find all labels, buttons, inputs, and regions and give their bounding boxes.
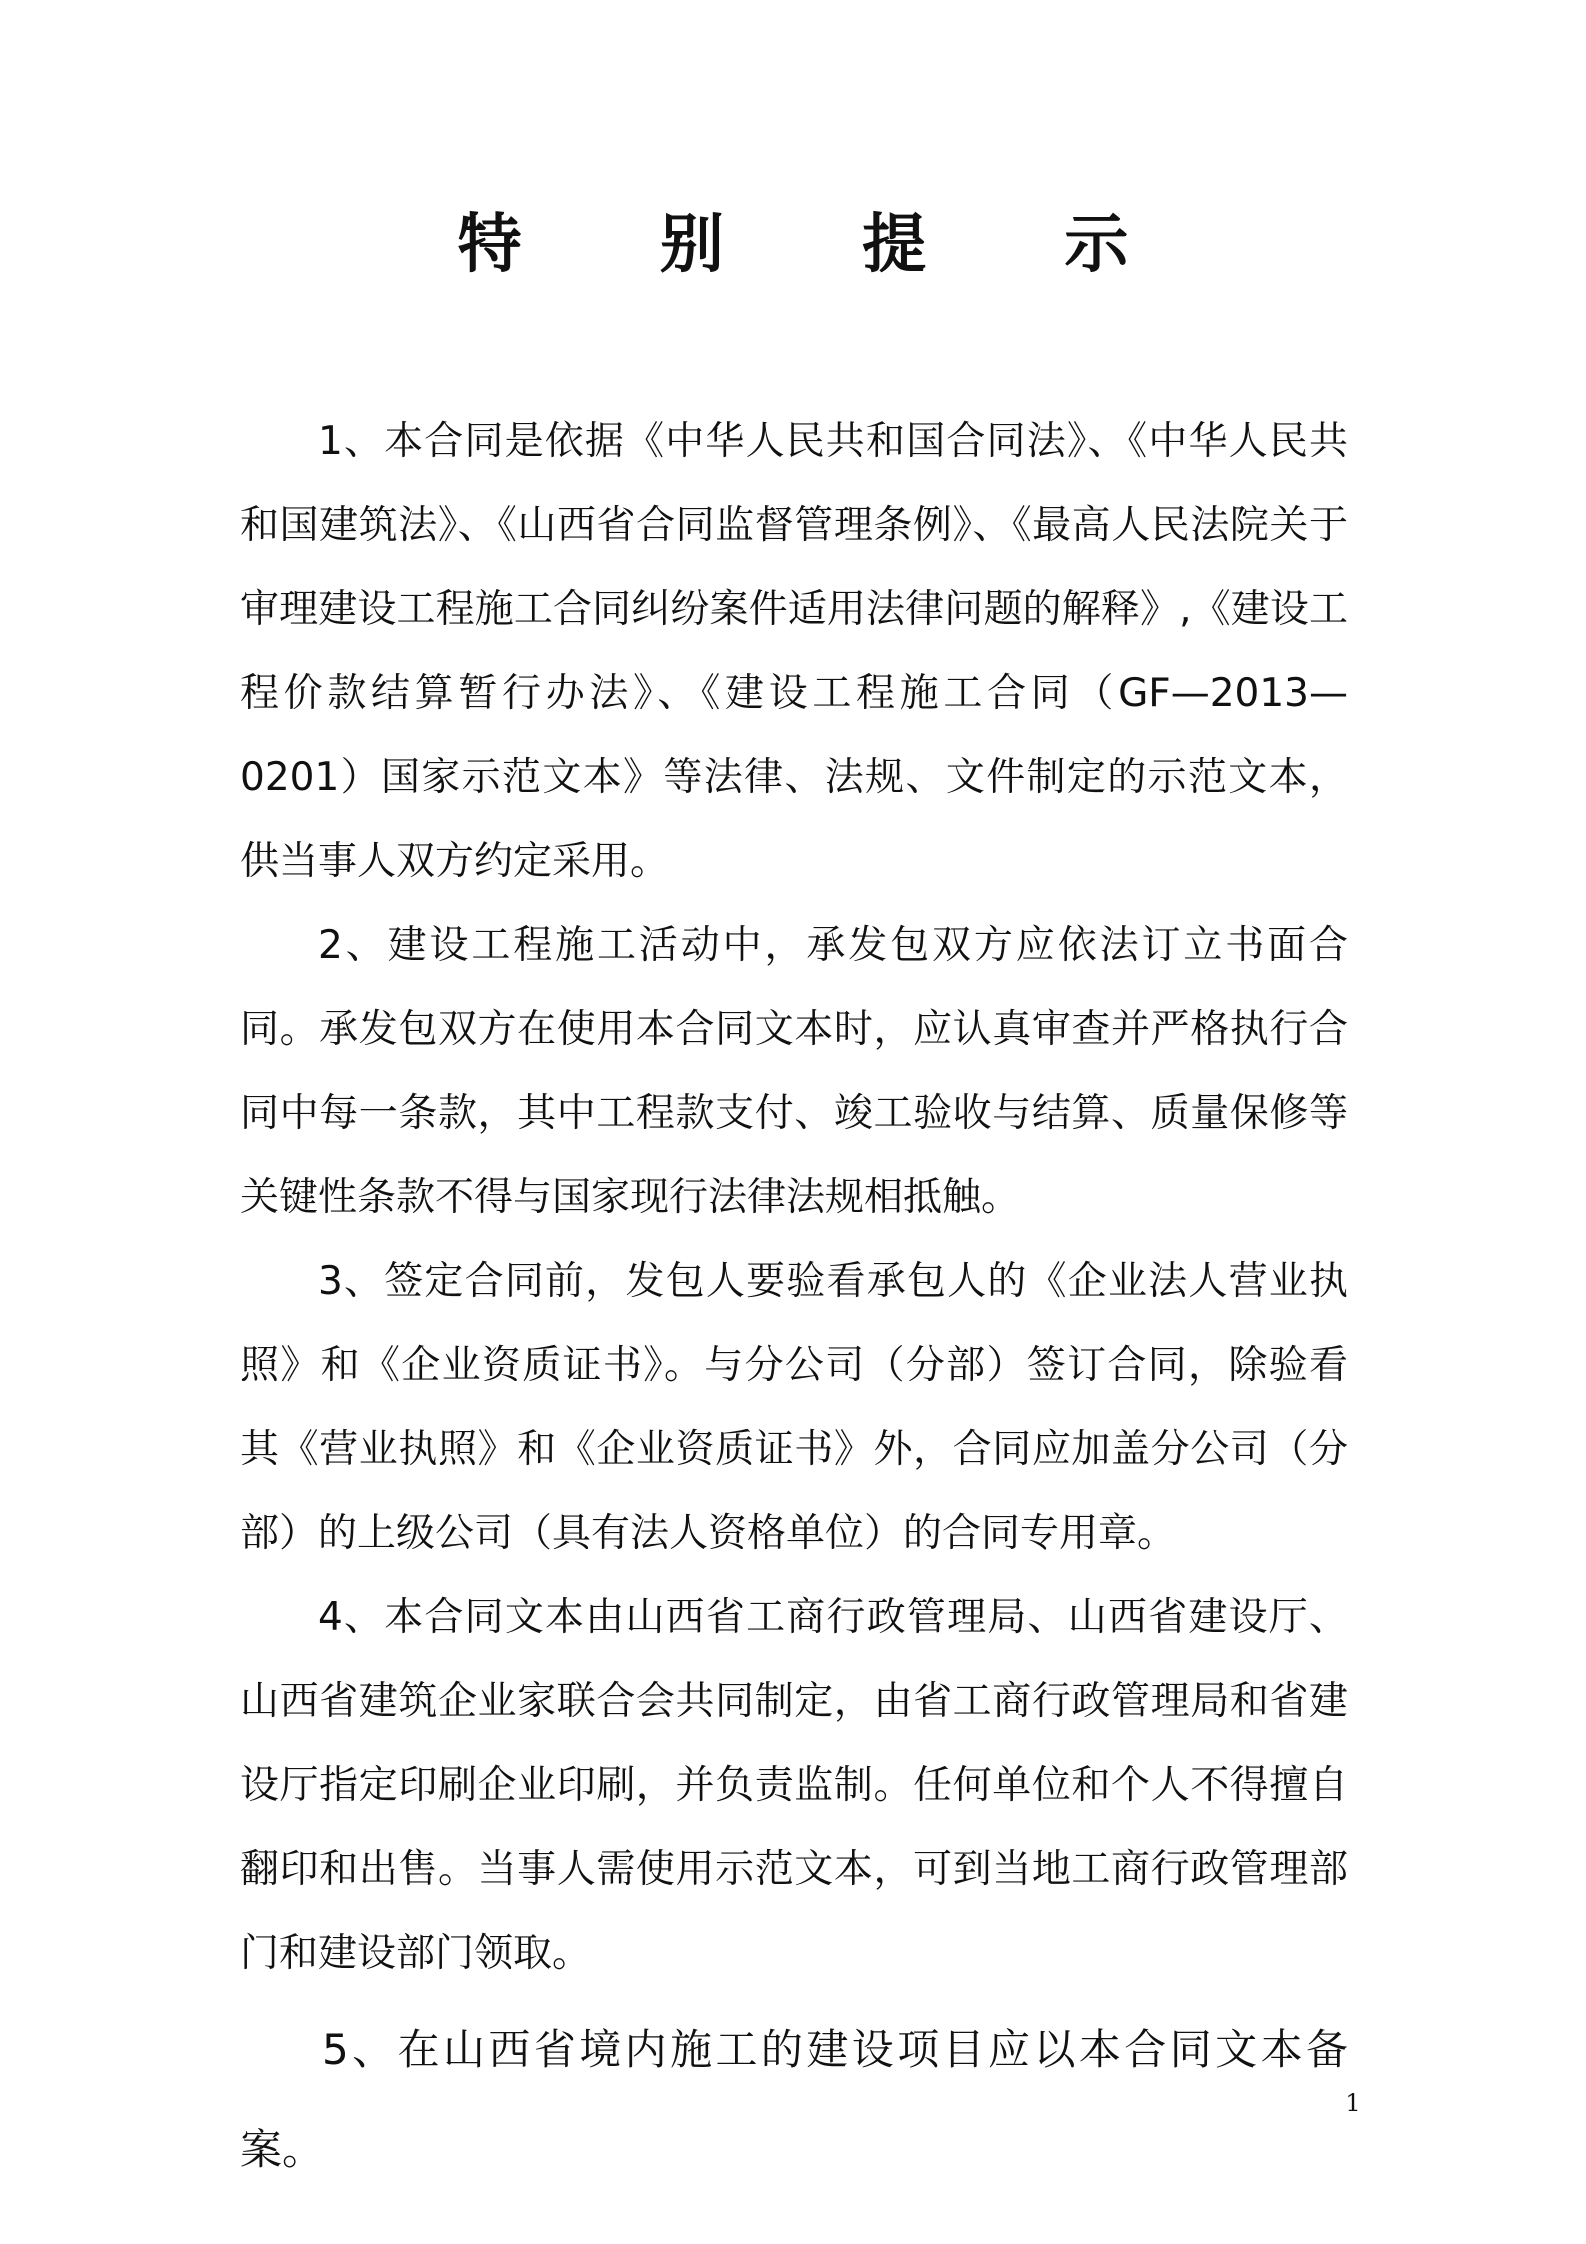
notice-paragraph-3: 3、签定合同前，发包人要验看承包人的《企业法人营业执照》和《企业资质证书》。与分公司（分部）签订合同，除验看其《营业执照》和《企业资质证书》外，合同应加盖分公司（分部）的上级公司（具有法人资格单位）的合同专用章。 [240,1259,1348,1556]
notice-paragraph-4: 4、本合同文本由山西省工商行政管理局、山西省建设厅、山西省建筑企业家联合会共同制定，由省工商行政管理局和省建设厅指定印刷企业印刷，并负责监制。任何单位和个人不得擅自翻印和出售。当事人需使用示范文本，可到当地工商行政管理部门和建设部门领取。 [240,1595,1348,1976]
notice-paragraph-5: 5、在山西省境内施工的建设项目应以本合同文本备案。 [240,2025,1348,2174]
page-title: 特 别 提 示 [457,208,1187,282]
page-number: 1 [1345,2089,1361,2117]
notice-body [240,400,1348,2200]
notice-paragraph-1: 1、本合同是依据《中华人民共和国合同法》、《中华人民共和国建筑法》、《山西省合同监督管理条例》、《最高人民法院关于审理建设工程施工合同纠纷案件适用法律问题的解释》,《建设工程价款结算暂行办法》、《建设工程施工合同（GF—2013—0201）国家示范文本》等法律、法规、文件制定的示范文本，供当事人双方约定采用。 [240,419,1348,884]
notice-paragraph-2: 2、建设工程施工活动中，承发包双方应依法订立书面合同。承发包双方在使用本合同文本时，应认真审查并严格执行合同中每一条款，其中工程款支付、竣工验收与结算、质量保修等关键性条款不得与国家现行法律法规相抵触。 [240,923,1348,1220]
